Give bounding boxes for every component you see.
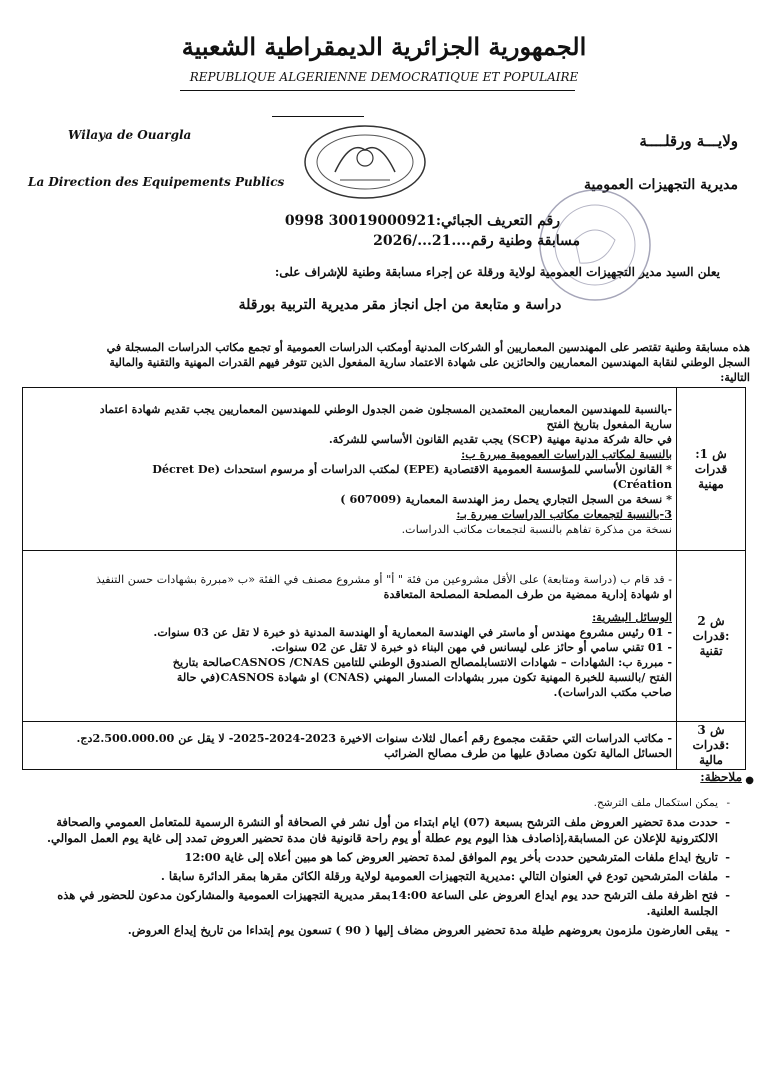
note-item: - فتح اظرفة ملف الترشح حدد يوم ايداع العروض على الساعة 14:00بمقر مديرية التجهيزات العمومية والمشاركون مدعون للحضور في هذه الجلسة العلنية. — [20, 887, 718, 919]
criteria-line: 3-بالنسبة لتجمعات مكاتب الدراسات مبررة بـ: — [456, 506, 672, 521]
criteria-line: - 01 تقني سامي أو حائز على ليسانس في مهن البناء ذو خبرة لا تقل عن 02 سنوات. — [271, 640, 672, 654]
criteria-content — [23, 722, 677, 770]
republic-title-ar: الجمهورية الجزائرية الديمقراطية الشعبية — [181, 32, 587, 61]
criteria-line: * نسخة من السجل التجاري يحمل رمز الهندسة المعمارية (607009 ) — [340, 491, 672, 506]
criteria-row — [23, 388, 746, 551]
criteria-content — [23, 551, 677, 722]
criteria-line: * القانون الأساسي للمؤسسة العمومية الاقتصادية (EPE) لمكتب الدراسات أو مرسوم استحداث (Décret De — [152, 461, 672, 476]
header-divider — [180, 90, 575, 91]
criteria-line: في حالة شركة مدنية مهنية (SCP) يجب تقديم القانون الأساسي للشركة. — [328, 431, 672, 446]
criteria-line: - مبررة ب: الشهادات – شهادات الانتسابلمصالح الصندوق الوطني للتامين CASNOS /CNASصالحة بتاريخ — [172, 655, 672, 669]
criteria-label: ش 1: قدرات مهنية — [677, 388, 746, 551]
criteria-line: صاحب مكتب الدراسات). — [553, 685, 672, 699]
note-item: - ملفات المترشحين تودع في العنوان التالي :مديرية التجهيزات العمومية لولاية ورقلة الكائن مقرها بمقر الدائرة سابقا . — [20, 868, 718, 884]
note-item: - حددت مدة تحضير العروض ملف الترشح بسبعة (07) ايام ابتداء من أول نشر في الصحافة أو النشرة الرسمية للمتعامل العمومي والصحافة الالكترونية للإعلان عن المسابقة,إذاصادف هذا اليوم يوم عطلة أو يوم راحة قانونية فان مدة تحضير العروض تمدد إلى غاية يوم العمل الموالي. — [20, 814, 718, 846]
intro-line: التالية: — [720, 371, 750, 384]
bullet-marker: ● — [745, 775, 754, 786]
notes-list — [20, 795, 732, 941]
criteria-row — [23, 551, 746, 722]
criteria-line: Création) — [612, 476, 672, 491]
direction-label-fr: La Direction des Equipements Publics — [28, 175, 285, 189]
criteria-line: الوسائل البشرية: — [592, 610, 672, 624]
criteria-line: او شهادة إدارية ممضية من طرف المصلحة المصلحة المتعاقدة — [383, 587, 672, 601]
short-divider — [272, 116, 364, 117]
criteria-line: بالنسبة لمكاتب الدراسات العمومية مبررة ب: — [461, 446, 672, 461]
wilaya-label-ar: ولايـــة ورقلــــة — [639, 132, 738, 150]
announcer-line: يعلن السيد مدير التجهيزات العمومية لولاية ورقلة عن إجراء مسابقة وطنية للإشراف على: — [274, 265, 720, 279]
note-item: - يمكن استكمال ملف الترشح. — [20, 795, 718, 811]
intro-line: السجل الوطني لنقابة المهندسين المعماريين والحائزين على شهادة الاعتماد سارية المفعول الذين تتوفر فيهم القدرات المهنية والتقنية والمالية — [109, 356, 750, 369]
criteria-line: - قد قام ب (دراسة ومتابعة) على الأقل مشروعين من فئة " أ" أو مشروع مصنف في الفئة «ب «مبررة بشهادات حسن التنفيذ — [96, 573, 672, 586]
criteria-line: - 01 رئيس مشروع مهندس أو ماستر في الهندسة المعمارية أو الهندسة المدنية ذو خبرة لا تقل عن 03 سنوات. — [153, 625, 672, 639]
criteria-line: الحسائل المالية تكون مصادق عليها من طرف مصالح الضرائب — [384, 745, 672, 760]
competition-number: مسابقة وطنية رقم....21.../2026 — [373, 233, 580, 249]
project-subject: دراسة و متابعة من اجل انجاز مقر مديرية التربية بورقلة — [238, 297, 562, 313]
criteria-line: سارية المفعول بتاريخ الفتح — [546, 416, 672, 431]
criteria-line: نسخة من مذكرة تفاهم بالنسبة لتجمعات مكاتب الدراسات. — [401, 522, 672, 536]
criteria-line: - مكاتب الدراسات التي حققت مجموع رقم أعمال لثلاث سنوات الاخيرة 2023-2024-2025- لا يقل عن 2.500.000.00دج. — [76, 730, 672, 745]
republic-title-fr: REPUBLIQUE ALGERIENNE DEMOCRATIQUE ET POPULAIRE — [189, 70, 579, 84]
criteria-label: ش 3 :قدرات مالية — [677, 722, 746, 770]
criteria-table — [22, 387, 746, 770]
national-seal-emblem — [300, 120, 430, 202]
criteria-line: -بالنسبة للمهندسين المعماريين المعتمدين المسجلون ضمن الجدول الوطني للمهندسين المعماريين يجب تقديم شهادة اعتماد — [99, 401, 672, 416]
intro-paragraph — [20, 340, 750, 385]
direction-label-ar: مديرية التجهيزات العمومية — [584, 177, 738, 193]
criteria-line: الفتح /بالنسبة للخبرة المهنية تكون مبرر بشهادات المسار المهني (CNAS) او شهادة CASNOS(في حالة — [176, 670, 672, 684]
criteria-row — [23, 722, 746, 770]
criteria-label: ش 2 :قدرات تقنية — [677, 551, 746, 722]
tax-id: رقم التعريف الجبائي:30019000921 0998 — [284, 213, 560, 229]
criteria-content — [23, 388, 677, 551]
intro-line: هذه مسابقة وطنية تقتصر على المهندسين المعماريين أو الشركات المدنية أومكتب الدراسات العمومية أو تجمع مكاتب الدراسات المسجلة في — [106, 341, 750, 354]
note-item: - تاريخ ايداع ملفات المترشحين حددت بأخر يوم الموافق لمدة تحضير العروض كما هو مبين أعلاه إلى غاية 12:00 — [20, 849, 718, 865]
wilaya-label-fr: Wilaya de Ouargla — [68, 128, 192, 142]
notes-title: ملاحظة: — [700, 770, 742, 784]
note-item: - يبقى العارضون ملزمون بعروضهم طيلة مدة تحضير العروض مضاف إليها ( 90 ) تسعون يوم إبتداءا من تاريخ إيداع العروض. — [20, 922, 718, 938]
